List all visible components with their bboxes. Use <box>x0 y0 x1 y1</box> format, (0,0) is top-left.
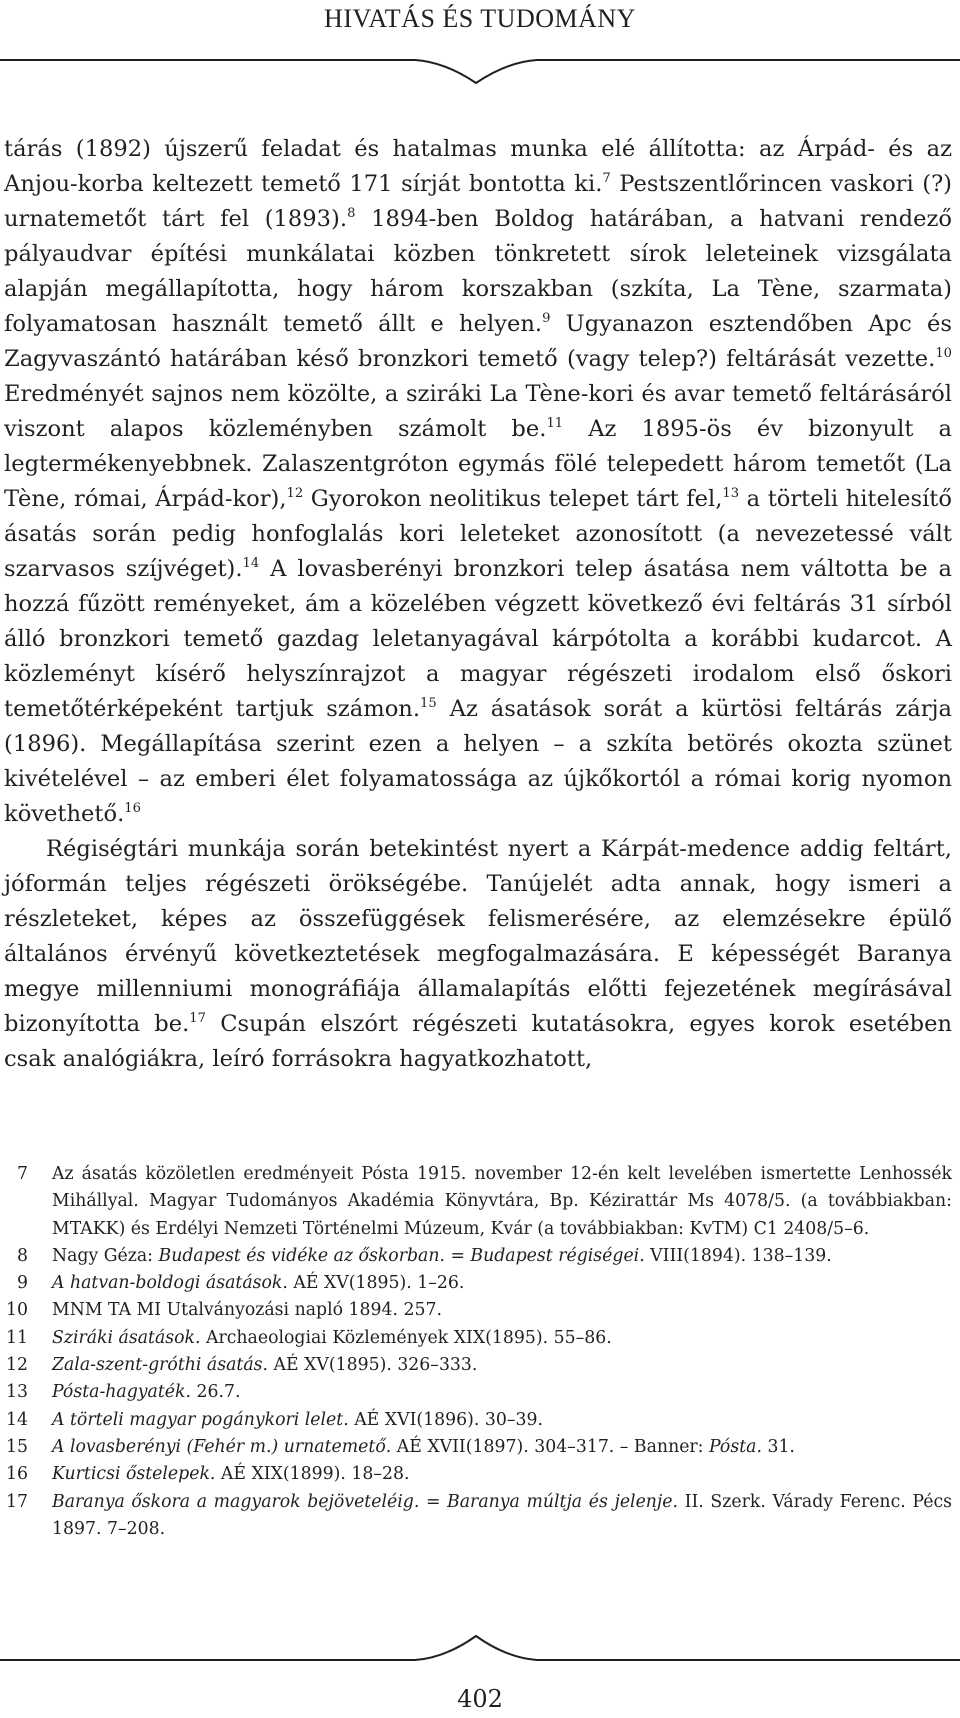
footnote-number: 15 <box>6 1436 28 1457</box>
footnotes-section <box>4 1161 952 1543</box>
running-head: HIVATÁS ÉS TUDOMÁNY <box>324 4 636 33</box>
footnote-ref: 15 <box>420 695 437 711</box>
footnote-number: 12 <box>6 1355 28 1376</box>
header-divider-ornament <box>0 50 960 86</box>
footnote: 12 Zala-szent-gróthi ásatás. AÉ XV(1895). 326–333. <box>4 1352 952 1379</box>
footnote-ref: 13 <box>722 485 740 501</box>
paragraph: tárás (1892) újszerű feladat és hatalmas munka elé állította: az Árpád- és az Anjou-korba keltezett temető 171 sírját bontotta ki.$^7$ Pestszentlőrincen vaskori (?) urnatemetőt tárt fel (1893).$^8$ 1894-ben Boldog határában, a hatvani rendező pályaudvar építési munkálatai közben tönkretett sírok leleteinek vizsgálata alapján megállapította, hogy három korszakban (szkíta, La Tène, szarmata) folyamatosan használt temető állt e helyen.$^9$ Ugyanazon esztendőben Apc és Zagyvaszántó határában késő bronzkori temető (vagy telep?) feltárását vezette.$^{10}$ Eredményét sajnos nem közölte, a sziráki La Tène-kori és avar temető feltárásáról viszont alapos közleményben számolt be.$^{11}$ Az 1895-ös év bizonyult a legtermékenyebbnek. Zalaszentgróton egymás fölé telepedett három temetőt (La Tène, római, Árpád-kor),$^{12}$ Gyorokon neolitikus telepet tárt fel,$^{13}$ a törteli hitelesítő ásatás során pedig honfoglalás kori leleteket azonosított (a nevezetessé vált szarvasos szíjvéget).$^{14}$ A lovasberényi bronzkori telep ásatása nem váltotta be a hozzá fűzött reményeket, ám a közelében végzett következő évi feltárás 31 sírból álló bronzkori temető gazdag leletanyagával kárpótolta a korábbi kudarcot. A közleményt kísérő helyszínrajzot a magyar régészeti irodalom első őskori temetőtérképeként tartjuk számon.$^{15}$ Az ásatások sorát a kürtösi feltárás zárja (1896). Megállapítása szerint ezen a helyen – a szkíta betörés okozta szünet kivételével – az emberi élet folyamatossága az újkőkortól a római korig nyomon követhető.$^{16}$ <box>4 136 953 827</box>
page-number: 402 <box>457 1685 503 1713</box>
footnote-number: 11 <box>6 1327 28 1348</box>
footnote-ref: 11 <box>546 415 564 431</box>
footnote: 11 Sziráki ásatások. Archaeologiai Közlemények XIX(1895). 55–86. <box>4 1325 952 1352</box>
footnote-ref: 14 <box>242 555 260 571</box>
footnote: 15 A lovasberényi (Fehér m.) urnatemető. AÉ XVII(1897). 304–317. – Banner: Pósta. 31. <box>4 1434 952 1461</box>
main-text <box>4 132 952 1077</box>
footnote: 7 Az ásatás közöletlen eredményeit Pósta 1915. november 12-én kelt levelében ismertette Lenhossék Mihállyal. Magyar Tudományos Akadémia Könyvtára, Bp. Kézirattár Ms 4078/5. (a továbbiakban: MTAKK) és Erdélyi Nemzeti Történelmi Múzeum, Kvár (a továbbiakban: KvTM) C1 2408/5–6. <box>4 1161 952 1243</box>
footnote-number: 16 <box>6 1464 28 1485</box>
paragraph: Régiségtári munkája során betekintést nyert a Kárpát-medence addig feltárt, jóformán teljes régészeti örökségébe. Tanújelét adta annak, hogy ismeri a részleteket, képes az összefüggések felismerésére, az elemzésekre épülő általános érvényű következtetések megfogalmazására. E képességét Baranya megye millenniumi monográfiája államalapítás előtti fejezetének megírásával bizonyította be.$^{17}$ Csupán elszórt régészeti kutatásokra, egyes korok esetében csak analógiákra, leíró forrásokra hagyatkozhatott, <box>4 836 952 1072</box>
footnote-number: 8 <box>17 1245 28 1266</box>
footnote-number: 9 <box>17 1273 28 1294</box>
footer-divider-ornament <box>0 1632 960 1668</box>
footnote-number: 17 <box>6 1491 28 1512</box>
footnote-number: 10 <box>6 1300 28 1321</box>
footnote: 8 Nagy Géza: Budapest és vidéke az őskorban. = Budapest régiségei. VIII(1894). 138–139. <box>4 1243 952 1270</box>
footnote-number: 14 <box>6 1409 28 1430</box>
footnote-ref: 7 <box>602 170 611 186</box>
footnote-ref: 10 <box>935 345 952 361</box>
footnote: 13 Pósta-hagyaték. 26.7. <box>4 1379 952 1406</box>
footnote-number: 7 <box>17 1164 28 1184</box>
footnote: 9 A hatvan-boldogi ásatások. AÉ XV(1895). 1–26. <box>4 1270 952 1297</box>
footnote-number: 13 <box>6 1382 28 1403</box>
footnote-ref: 12 <box>286 485 304 501</box>
footnote: 10 MNM TA MI Utalványozási napló 1894. 257. <box>4 1297 952 1324</box>
footnote-ref: 9 <box>542 310 551 326</box>
footnote: 14 A törteli magyar pogánykori lelet. AÉ XVI(1896). 30–39. <box>4 1407 952 1434</box>
footnote-ref: 17 <box>189 1010 206 1026</box>
footnote: 16 Kurticsi őstelepek. AÉ XIX(1899). 18–28. <box>4 1461 952 1488</box>
footnote: 17 Baranya őskora a magyarok bejöveteléig. = Baranya múltja és jelenje. II. Szerk. Várady Ferenc. Pécs 1897. 7–208. <box>4 1489 952 1544</box>
footnote-ref: 8 <box>347 205 356 221</box>
footnote-ref: 16 <box>124 800 141 816</box>
